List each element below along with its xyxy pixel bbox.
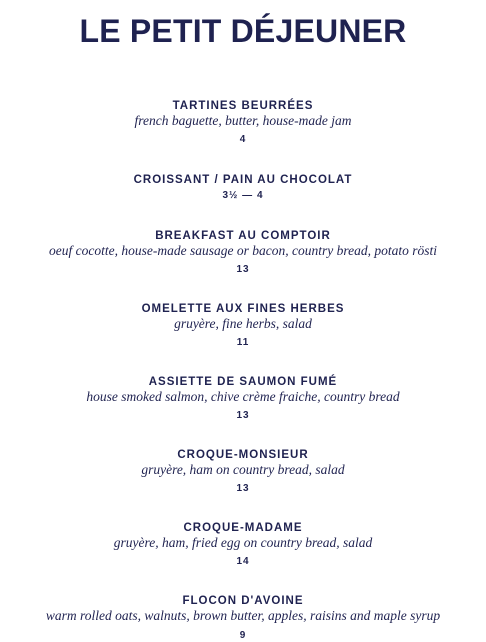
menu-item-name: CROQUE-MADAME <box>183 522 303 534</box>
menu-item-description: gruyère, ham, fried egg on country bread, salad <box>113 535 373 550</box>
menu-item-name: BREAKFAST AU COMPTOIR <box>155 230 331 242</box>
menu-item-description: french baguette, butter, house-made jam <box>134 113 352 128</box>
menu-item-description: warm rolled oats, walnuts, brown butter, apples, raisins and maple syrup <box>45 608 441 623</box>
menu-item-name: FLOCON D'AVOINE <box>182 595 304 607</box>
menu-item-price: 13 <box>236 483 250 494</box>
menu-item-saumon-fume <box>0 375 486 422</box>
menu-item-description: gruyère, ham on country bread, salad <box>141 462 345 477</box>
menu-item-breakfast-au-comptoir <box>0 229 486 276</box>
menu-item-croque-madame <box>0 521 486 568</box>
menu-item-price: 13 <box>236 410 250 421</box>
menu-item-price: 9 <box>239 630 247 641</box>
menu-item-price: 3½ — 4 <box>222 190 264 201</box>
menu-item-price: 11 <box>236 337 250 348</box>
menu-item-croque-monsieur <box>0 448 486 495</box>
menu-item-price: 13 <box>236 264 250 275</box>
menu-item-name: CROISSANT / PAIN AU CHOCOLAT <box>133 174 353 186</box>
menu-item-price: 4 <box>239 134 247 145</box>
watermark-logo <box>160 205 330 229</box>
menu-item-omelette <box>0 302 486 349</box>
menu-item-description: oeuf cocotte, house-made sausage or bacon, country bread, potato rösti <box>49 243 437 258</box>
menu-title: LE PETIT DÉJEUNER <box>79 13 407 49</box>
menu-item-name: TARTINES BEURRÉES <box>172 100 314 112</box>
menu-item-price: 14 <box>236 556 250 567</box>
menu-item-description: gruyère, fine herbs, salad <box>174 316 312 331</box>
menu-item-croissant <box>0 173 486 202</box>
menu-item-description: house smoked salmon, chive crème fraiche, country bread <box>86 389 400 404</box>
menu-item-name: ASSIETTE DE SAUMON FUMÉ <box>148 376 338 388</box>
menu-item-tartines <box>0 99 486 146</box>
menu-item-name: OMELETTE AUX FINES HERBES <box>141 303 345 315</box>
menu-item-name: CROQUE-MONSIEUR <box>177 449 309 461</box>
